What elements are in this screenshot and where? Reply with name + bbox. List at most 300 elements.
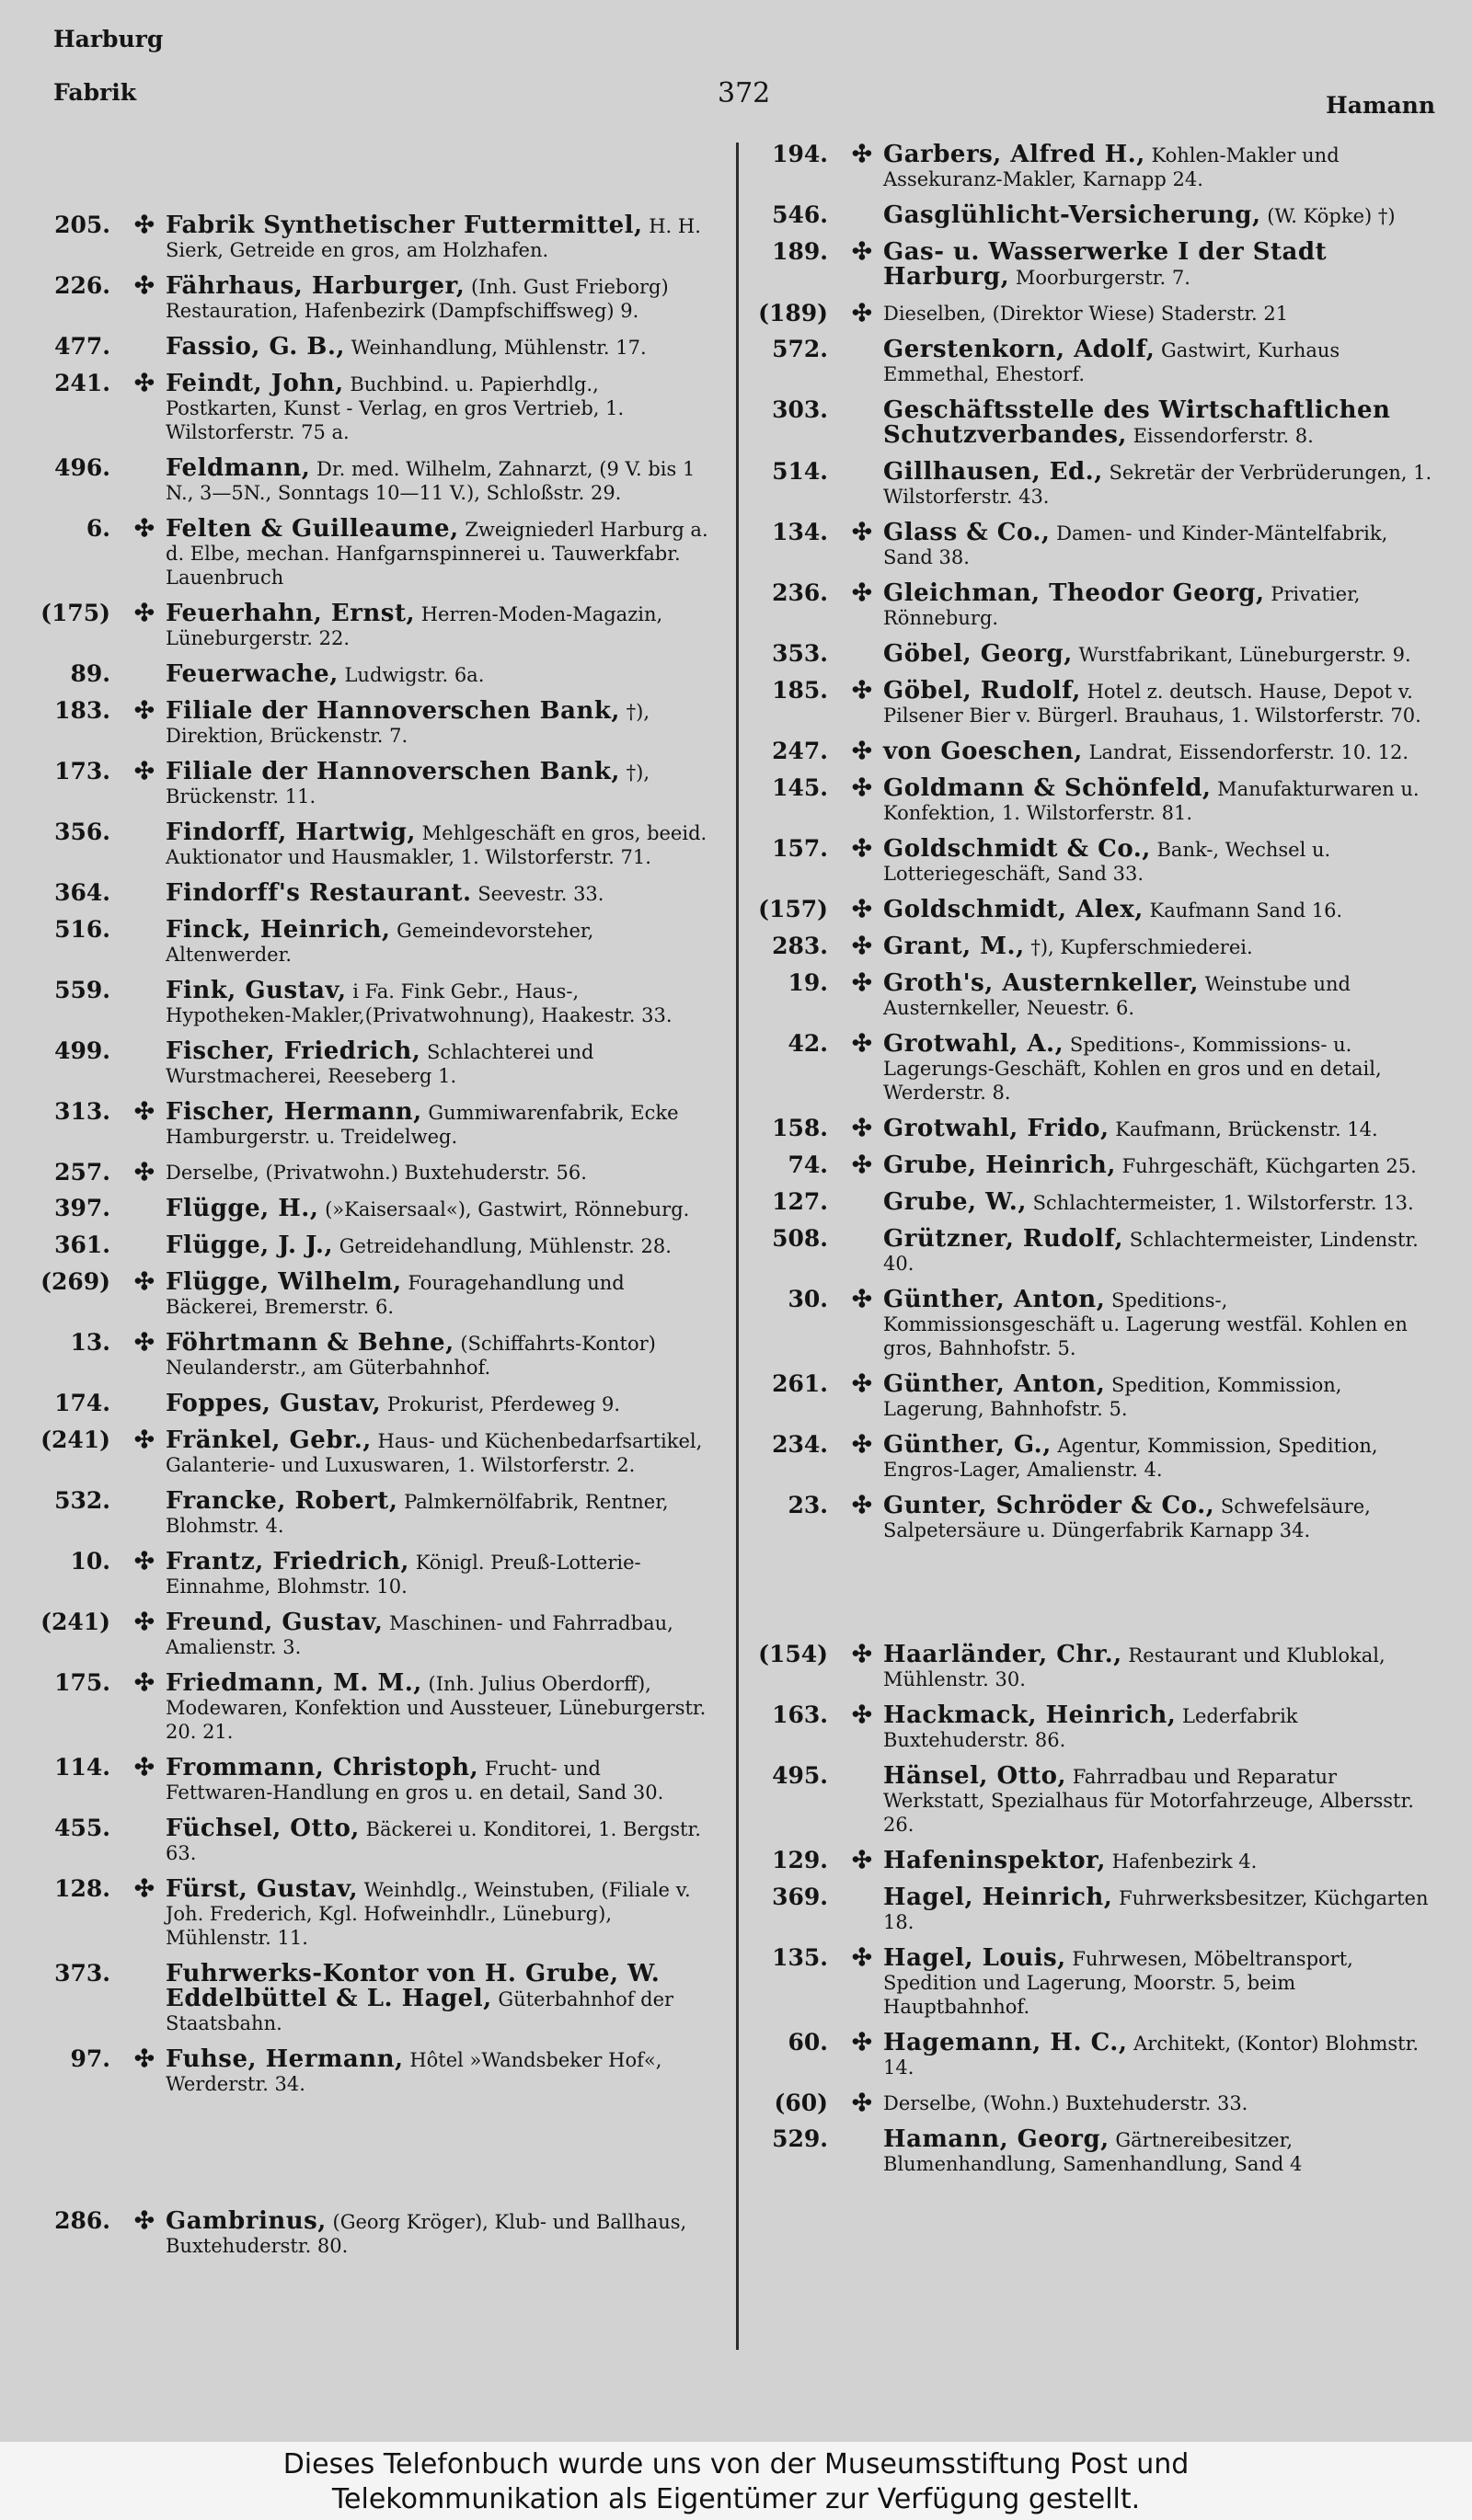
entry-number: 532. [54, 1487, 110, 1514]
entry-name: Füchsel, Otto, [166, 1815, 360, 1842]
entry-name: Fuhse, Hermann, [166, 2045, 404, 2073]
telephone-mark-icon: ✣ [852, 1115, 872, 1142]
entry-details: Derselbe, (Privatwohn.) Buxtehuderstr. 56. [166, 1162, 587, 1184]
entry-details: Schlachterei und Wurstmacherei, Reeseberg 1. [166, 1041, 594, 1087]
entry-number: 496. [54, 454, 110, 481]
entry-number: 373. [54, 1960, 110, 1987]
entry-name: Grube, Heinrich, [883, 1151, 1116, 1179]
entry-number: 194. [772, 141, 828, 167]
entry-details: Moorburgerstr. 7. [1015, 267, 1190, 289]
directory-entry [37, 1550, 708, 1598]
entry-number: 353. [772, 640, 828, 667]
entry-name: Frommann, Christoph, [166, 1754, 479, 1781]
entry-details: Schlachtermeister, 1. Wilstorferstr. 13. [1032, 1192, 1414, 1214]
entry-name: Fink, Gustav, [166, 977, 347, 1004]
telephone-mark-icon: ✣ [852, 1944, 872, 1972]
entry-number: 559. [54, 977, 110, 1003]
entry-details: Schwefelsäure, Salpetersäure u. Düngerfabrik Karnapp 34. [883, 1495, 1371, 1541]
directory-entry [754, 460, 1435, 509]
entry-name: Frantz, Friedrich, [166, 1548, 409, 1575]
entry-number: (60) [774, 2090, 828, 2116]
entry-details: Zweigniederl Harburg a. d. Elbe, mechan. Hanfgarnspinnerei u. Tauwerkfabr. Lauenbruch [166, 519, 708, 589]
directory-entry [37, 372, 708, 444]
entry-details: Bank-, Wechsel u. Lotteriegeschäft, Sand 33. [883, 839, 1331, 885]
entry-details: i Fa. Fink Gebr., Haus-, Hypotheken-Makler,(Privatwohnung), Haakestr. 33. [166, 980, 673, 1026]
entry-number: 283. [772, 933, 828, 959]
entry-name: Finck, Heinrich, [166, 916, 391, 944]
directory-entry [37, 517, 708, 590]
entry-number: 97. [70, 2045, 110, 2072]
entry-number: 135. [772, 1944, 828, 1971]
entry-details: Fuhrwesen, Möbeltransport, Spedition und Lagerung, Moorstr. 5, beim Hauptbahnhof. [883, 1948, 1353, 2018]
telephone-mark-icon: ✣ [134, 1548, 155, 1575]
telephone-mark-icon: ✣ [134, 1268, 155, 1296]
entry-details: Manufakturwaren u. Konfektion, 1. Wilstorferstr. 81. [883, 778, 1420, 824]
entry-number: 247. [772, 738, 828, 764]
entry-number: 10. [70, 1548, 110, 1575]
directory-entry [754, 581, 1435, 630]
telephone-mark-icon: ✣ [134, 758, 155, 785]
entry-details: Damen- und Kinder-Mäntelfabrik, Sand 38. [883, 522, 1388, 568]
entry-name: Freund, Gustav, [166, 1609, 384, 1636]
entry-details: Restaurant und Klublokal, Mühlenstr. 30. [883, 1644, 1386, 1690]
entry-name: Grant, M., [883, 933, 1025, 960]
directory-entry [754, 240, 1435, 290]
directory-entry [37, 456, 708, 505]
telephone-mark-icon: ✣ [134, 1098, 155, 1126]
entry-name: Gillhausen, Ed., [883, 458, 1103, 486]
entry-number: 183. [54, 697, 110, 724]
telephone-mark-icon: ✣ [852, 300, 872, 327]
entry-number: 226. [54, 272, 110, 299]
entry-details: Gärtnereibesitzer, Blumenhandlung, Samenhandlung, Sand 4 [883, 2129, 1303, 2175]
entry-number: 129. [772, 1847, 828, 1873]
entry-details: Gemeindevorsteher, Altenwerder. [166, 920, 594, 966]
entry-details: Weinhandlung, Mühlenstr. 17. [351, 337, 647, 359]
blank-space [37, 2108, 708, 2209]
telephone-mark-icon: ✣ [134, 697, 155, 725]
directory-entry [37, 760, 708, 808]
directory-entry [37, 1100, 708, 1149]
entry-name: Findorff, Hartwig, [166, 819, 416, 846]
entry-number: 134. [772, 519, 828, 545]
telephone-mark-icon: ✣ [134, 1609, 155, 1636]
entry-number: (189) [758, 300, 828, 326]
entry-details: Gastwirt, Kurhaus Emmethal, Ehestorf. [883, 339, 1340, 385]
directory-entry [37, 1671, 708, 1744]
directory-entry [754, 1946, 1435, 2019]
entry-details: Herren-Moden-Magazin, Lüneburgerstr. 22. [166, 603, 663, 649]
entry-number: 236. [772, 579, 828, 606]
entry-details: Spedition, Kommission, Lagerung, Bahnhofstr. 5. [883, 1374, 1342, 1420]
entry-number: 114. [54, 1754, 110, 1781]
entry-name: Goldmann & Schönfeld, [883, 774, 1212, 802]
telephone-mark-icon: ✣ [134, 600, 155, 627]
entry-details: (»Kaisersaal«), Gastwirt, Rönneburg. [325, 1198, 690, 1220]
telephone-mark-icon: ✣ [852, 2090, 872, 2117]
entry-name: Hafeninspektor, [883, 1847, 1106, 1874]
entry-name: Foppes, Gustav, [166, 1390, 382, 1417]
entry-name: Glass & Co., [883, 519, 1051, 546]
entry-details: (Georg Kröger), Klub- und Ballhaus, Buxtehuderstr. 80. [166, 2211, 687, 2257]
directory-entry [37, 1816, 708, 1865]
entry-details: Hôtel »Wandsbeker Hof«, Werderstr. 34. [166, 2049, 662, 2095]
entry-details: H. H. Sierk, Getreide en gros, am Holzhafen. [166, 215, 701, 261]
entry-details: Kohlen-Makler und Assekuranz-Makler, Karnapp 24. [883, 144, 1340, 190]
entry-details: †), Direktion, Brückenstr. 7. [166, 701, 650, 747]
entry-number: 205. [54, 212, 110, 238]
entry-details: Kaufmann, Brückenstr. 14. [1115, 1118, 1378, 1140]
entry-details: Seevestr. 33. [477, 883, 604, 905]
entry-details: Hotel z. deutsch. Hause, Depot v. Pilsener Bier v. Bürgerl. Brauhaus, 1. Wilstorferstr. 70. [883, 681, 1421, 727]
directory-entry [754, 2091, 1435, 2115]
entry-number: 60. [788, 2029, 828, 2056]
entry-name: Fassio, G. B., [166, 333, 345, 361]
telephone-mark-icon: ✣ [134, 2207, 155, 2235]
entry-name: Günther, G., [883, 1431, 1052, 1459]
entry-number: (157) [758, 896, 828, 922]
entry-name: Filiale der Hannoverschen Bank, [166, 758, 620, 785]
entry-name: Gunter, Schröder & Co., [883, 1492, 1215, 1519]
entry-name: Felten & Guilleaume, [166, 515, 459, 543]
entry-details: Königl. Preuß-Lotterie-Einnahme, Blohmstr. 10. [166, 1552, 641, 1598]
blank-space [754, 1554, 1435, 1643]
entry-name: Hagemann, H. C., [883, 2029, 1128, 2056]
entry-number: 257. [54, 1159, 110, 1186]
entry-name: Gambrinus, [166, 2207, 327, 2235]
telephone-mark-icon: ✣ [134, 1669, 155, 1697]
entry-number: 189. [772, 238, 828, 265]
directory-entry [754, 837, 1435, 886]
entry-number: 175. [54, 1669, 110, 1696]
entry-number: 6. [86, 515, 110, 542]
entry-name: Friedmann, M. M., [166, 1669, 422, 1697]
entry-details: (Inh. Julius Oberdorff), Modewaren, Konfektion und Aussteuer, Lüneburgerstr. 20. 21. [166, 1673, 707, 1743]
telephone-mark-icon: ✣ [852, 1030, 872, 1058]
telephone-mark-icon: ✣ [852, 896, 872, 923]
entry-details: Buchbind. u. Papierhdlg., Postkarten, Kunst - Verlag, en gros Vertrieb, 1. Wilstorferstr. 75 a. [166, 373, 625, 443]
directory-entry [37, 1161, 708, 1185]
entry-details: Architekt, (Kontor) Blohmstr. 14. [883, 2033, 1420, 2079]
directory-entry [754, 1227, 1435, 1276]
directory-entry [37, 1877, 708, 1950]
directory-entry [37, 1233, 708, 1258]
telephone-mark-icon: ✣ [134, 1329, 155, 1357]
directory-entry [37, 979, 708, 1027]
directory-entry [37, 1392, 708, 1416]
directory-entry [37, 820, 708, 869]
entry-number: 495. [772, 1762, 828, 1789]
telephone-mark-icon: ✣ [852, 1847, 872, 1874]
entry-number: (154) [758, 1641, 828, 1667]
entry-name: Fuhrwerks-Kontor von H. Grube, W. Eddelbüttel & L. Hagel, [166, 1960, 661, 2012]
footer-notice [0, 2442, 1472, 2520]
directory-entry [754, 1849, 1435, 1873]
directory-entry [37, 1962, 708, 2035]
telephone-mark-icon: ✣ [852, 738, 872, 765]
directory-entry [754, 971, 1435, 1020]
telephone-mark-icon: ✣ [852, 1370, 872, 1398]
entry-name: Hagel, Heinrich, [883, 1884, 1113, 1911]
entry-name: Fährhaus, Harburger, [166, 272, 466, 300]
entry-details: Haus- und Küchenbedarfsartikel, Galanterie- und Luxuswaren, 1. Wilstorferstr. 2. [166, 1430, 703, 1476]
directory-entry [37, 274, 708, 323]
entry-name: Günther, Anton, [883, 1286, 1106, 1313]
entry-name: Fischer, Friedrich, [166, 1037, 421, 1065]
entry-details: Ludwigstr. 6a. [344, 664, 485, 686]
telephone-mark-icon: ✣ [852, 1701, 872, 1729]
entry-number: 303. [772, 396, 828, 423]
entry-name: Goldschmidt & Co., [883, 835, 1151, 863]
entry-number: 313. [54, 1098, 110, 1125]
entry-number: (175) [40, 600, 110, 626]
directory-entry [37, 1270, 708, 1319]
directory-entry [754, 398, 1435, 448]
entry-number: 356. [54, 819, 110, 845]
entry-number: 158. [772, 1115, 828, 1141]
entry-name: Grotwahl, Frido, [883, 1115, 1110, 1142]
entry-details: Fuhrwerksbesitzer, Küchgarten 18. [883, 1887, 1429, 1933]
entry-details: Palmkernölfabrik, Rentner, Blohmstr. 4. [166, 1491, 669, 1537]
directory-entry [754, 302, 1435, 326]
telephone-mark-icon: ✣ [852, 677, 872, 704]
telephone-mark-icon: ✣ [134, 272, 155, 300]
directory-entry [754, 1288, 1435, 1360]
directory-entry [754, 1703, 1435, 1752]
entry-name: Gasglühlicht-Versicherung, [883, 201, 1261, 229]
entry-details: Maschinen- und Fahrradbau, Amalienstr. 3. [166, 1612, 673, 1658]
entry-name: Haarländer, Chr., [883, 1641, 1122, 1668]
entry-name: Hamann, Georg, [883, 2125, 1110, 2153]
telephone-mark-icon: ✣ [852, 579, 872, 607]
telephone-mark-icon: ✣ [852, 1431, 872, 1459]
entry-name: von Goeschen, [883, 738, 1083, 765]
entry-number: 185. [772, 677, 828, 704]
right-column [754, 143, 1435, 2188]
header-right-keyword: Hamann [1326, 92, 1435, 119]
footer-line-1: Dieses Telefonbuch wurde uns von der Museumsstiftung Post und [282, 2448, 1190, 2480]
entry-details: Wurstfabrikant, Lüneburgerstr. 9. [1078, 644, 1411, 666]
directory-entry [754, 1153, 1435, 1178]
entry-name: Grotwahl, A., [883, 1030, 1064, 1058]
telephone-mark-icon: ✣ [852, 1286, 872, 1313]
directory-entry [37, 601, 708, 650]
entry-name: Garbers, Alfred H., [883, 141, 1145, 168]
telephone-mark-icon: ✣ [134, 370, 155, 397]
directory-entry [754, 1643, 1435, 1691]
entry-name: Gas- u. Wasserwerke I der Stadt Harburg, [883, 238, 1328, 291]
entry-number: (241) [40, 1426, 110, 1453]
directory-entry [754, 739, 1435, 764]
directory-entry [754, 679, 1435, 727]
entry-name: Fabrik Synthetischer Futtermittel, [166, 212, 643, 239]
entry-name: Flügge, J. J., [166, 1231, 334, 1259]
footer-line-2: Telekommunikation als Eigentümer zur Verfügung gestellt. [331, 2483, 1141, 2515]
telephone-mark-icon: ✣ [852, 2029, 872, 2056]
page-number: 372 [718, 77, 771, 109]
entry-name: Hagel, Louis, [883, 1944, 1066, 1972]
directory-entry [37, 881, 708, 906]
entry-details: Fahrradbau und Reparatur Werkstatt, Spezialhaus für Motorfahrzeuge, Albersstr. 26. [883, 1766, 1414, 1836]
directory-entry [37, 918, 708, 967]
entry-number: 174. [54, 1390, 110, 1416]
entry-number: 546. [772, 201, 828, 228]
entry-name: Feindt, John, [166, 370, 344, 397]
directory-entry [754, 1885, 1435, 1934]
entry-name: Gerstenkorn, Adolf, [883, 336, 1156, 363]
directory-entry [37, 1610, 708, 1659]
entry-number: 397. [54, 1195, 110, 1221]
entry-details: †), Kupferschmiederei. [1030, 936, 1253, 958]
directory-entry [37, 1197, 708, 1221]
entry-name: Grube, W., [883, 1188, 1027, 1216]
entry-details: Weinhdlg., Weinstuben, (Filiale v. Joh. Frederich, Kgl. Hofweinhdlr., Lüneburg), Mühlenstr. 11. [166, 1879, 691, 1949]
entry-name: Göbel, Rudolf, [883, 677, 1081, 704]
entry-number: 157. [772, 835, 828, 862]
left-column [37, 213, 708, 2270]
entry-details: Dieselben, (Direktor Wiese) Staderstr. 21 [883, 303, 1289, 325]
telephone-mark-icon: ✣ [852, 238, 872, 266]
entry-number: 23. [788, 1492, 828, 1518]
directory-entry [37, 1756, 708, 1804]
entry-details: Privatier, Rönneburg. [883, 583, 1361, 629]
header-city: Harburg [53, 26, 164, 52]
directory-entry [754, 776, 1435, 825]
entry-details: Eissendorferstr. 8. [1133, 425, 1314, 447]
directory-entry [754, 1372, 1435, 1421]
telephone-mark-icon: ✣ [134, 1875, 155, 1903]
entry-details: Kaufmann Sand 16. [1149, 899, 1343, 922]
entry-number: 369. [772, 1884, 828, 1910]
entry-number: 234. [772, 1431, 828, 1458]
telephone-mark-icon: ✣ [852, 1641, 872, 1668]
directory-entry [37, 335, 708, 360]
directory-entry [754, 2127, 1435, 2176]
entry-number: (241) [40, 1609, 110, 1635]
directory-entry [754, 1494, 1435, 1542]
entry-name: Hänsel, Otto, [883, 1762, 1067, 1790]
entry-details: †), Brückenstr. 11. [166, 762, 650, 808]
directory-entry [37, 2047, 708, 2096]
entry-name: Goldschmidt, Alex, [883, 896, 1144, 923]
entry-name: Grützner, Rudolf, [883, 1225, 1124, 1253]
directory-entry [37, 1331, 708, 1380]
entry-details: Güterbahnhof der Staatsbahn. [166, 1988, 674, 2034]
entry-name: Feldmann, [166, 454, 311, 482]
entry-name: Filiale der Hannoverschen Bank, [166, 697, 620, 725]
entry-number: 19. [788, 969, 828, 996]
entry-number: 30. [788, 1286, 828, 1312]
entry-details: Schlachtermeister, Lindenstr. 40. [883, 1229, 1419, 1275]
entry-details: Frucht- und Fettwaren-Handlung en gros u. en detail, Sand 30. [166, 1758, 664, 1804]
telephone-mark-icon: ✣ [852, 519, 872, 546]
telephone-mark-icon: ✣ [852, 969, 872, 997]
telephone-mark-icon: ✣ [134, 2045, 155, 2073]
directory-entry [754, 521, 1435, 569]
entry-number: 516. [54, 916, 110, 943]
telephone-mark-icon: ✣ [852, 1151, 872, 1179]
entry-number: 74. [788, 1151, 828, 1178]
directory-entry [37, 1039, 708, 1088]
entry-name: Gleichman, Theodor Georg, [883, 579, 1265, 607]
entry-details: Getreidehandlung, Mühlenstr. 28. [339, 1235, 672, 1257]
telephone-mark-icon: ✣ [134, 212, 155, 239]
entry-details: Dr. med. Wilhelm, Zahnarzt, (9 V. bis 1 N., 3—5N., Sonntags 10—11 V.), Schloßstr. 29. [166, 458, 696, 504]
entry-number: 572. [772, 336, 828, 362]
directory-entry [754, 1117, 1435, 1141]
entry-details: Hafenbezirk 4. [1111, 1850, 1258, 1873]
directory-entry [754, 642, 1435, 667]
directory-entry [754, 1764, 1435, 1837]
entry-details: (W. Köpke) †) [1267, 205, 1396, 227]
entry-name: Groth's, Austernkeller, [883, 969, 1199, 997]
entry-name: Göbel, Georg, [883, 640, 1073, 668]
telephone-mark-icon: ✣ [134, 1159, 155, 1186]
entry-number: 42. [788, 1030, 828, 1057]
telephone-mark-icon: ✣ [134, 1426, 155, 1454]
entry-details: Sekretär der Verbrüderungen, 1. Wilstorferstr. 43. [883, 462, 1432, 508]
entry-number: 364. [54, 879, 110, 906]
telephone-mark-icon: ✣ [852, 1492, 872, 1519]
directory-entry [754, 898, 1435, 922]
entry-details: Derselbe, (Wohn.) Buxtehuderstr. 33. [883, 2092, 1248, 2114]
directory-entry [754, 2031, 1435, 2079]
entry-number: 163. [772, 1701, 828, 1728]
entry-number: 128. [54, 1875, 110, 1902]
entry-details: Agentur, Kommission, Spedition, Engros-Lager, Amalienstr. 4. [883, 1435, 1378, 1481]
entry-number: 286. [54, 2207, 110, 2234]
entry-number: 455. [54, 1815, 110, 1841]
entry-number: 127. [772, 1188, 828, 1215]
directory-entry [37, 213, 708, 262]
entry-details: Fouragehandlung und Bäckerei, Bremerstr. 6. [166, 1272, 625, 1318]
directory-entry [37, 2209, 708, 2258]
entry-details: Lederfabrik Buxtehuderstr. 86. [883, 1705, 1298, 1751]
entry-number: 529. [772, 2125, 828, 2152]
telephone-mark-icon: ✣ [852, 141, 872, 168]
directory-entry [754, 203, 1435, 228]
entry-number: 173. [54, 758, 110, 785]
directory-entry [37, 699, 708, 748]
telephone-mark-icon: ✣ [852, 835, 872, 863]
entry-name: Flügge, H., [166, 1195, 319, 1222]
entry-name: Föhrtmann & Behne, [166, 1329, 454, 1357]
telephone-mark-icon: ✣ [134, 515, 155, 543]
entry-number: 514. [772, 458, 828, 485]
directory-entry [754, 1032, 1435, 1105]
entry-name: Fränkel, Gebr., [166, 1426, 372, 1454]
entry-details: Mehlgeschäft en gros, beeid. Auktionator und Hausmakler, 1. Wilstorferstr. 71. [166, 822, 707, 868]
entry-name: Francke, Robert, [166, 1487, 398, 1515]
entry-name: Feuerhahn, Ernst, [166, 600, 416, 627]
entry-number: 499. [54, 1037, 110, 1064]
entry-number: 361. [54, 1231, 110, 1258]
telephone-mark-icon: ✣ [852, 774, 872, 802]
entry-name: Fischer, Hermann, [166, 1098, 422, 1126]
directory-entry [754, 1433, 1435, 1482]
directory-entry [37, 1428, 708, 1477]
header-left-keyword: Fabrik [53, 79, 137, 106]
entry-details: Bäckerei u. Konditorei, 1. Bergstr. 63. [166, 1818, 701, 1864]
entry-name: Feuerwache, [166, 660, 339, 688]
directory-entry [754, 934, 1435, 959]
entry-name: Hackmack, Heinrich, [883, 1701, 1177, 1729]
entry-number: 13. [70, 1329, 110, 1356]
column-divider [736, 143, 739, 2350]
entry-name: Flügge, Wilhelm, [166, 1268, 402, 1296]
entry-details: Weinstube und Austernkeller, Neuestr. 6. [883, 973, 1351, 1019]
entry-details: Prokurist, Pferdeweg 9. [386, 1393, 621, 1415]
